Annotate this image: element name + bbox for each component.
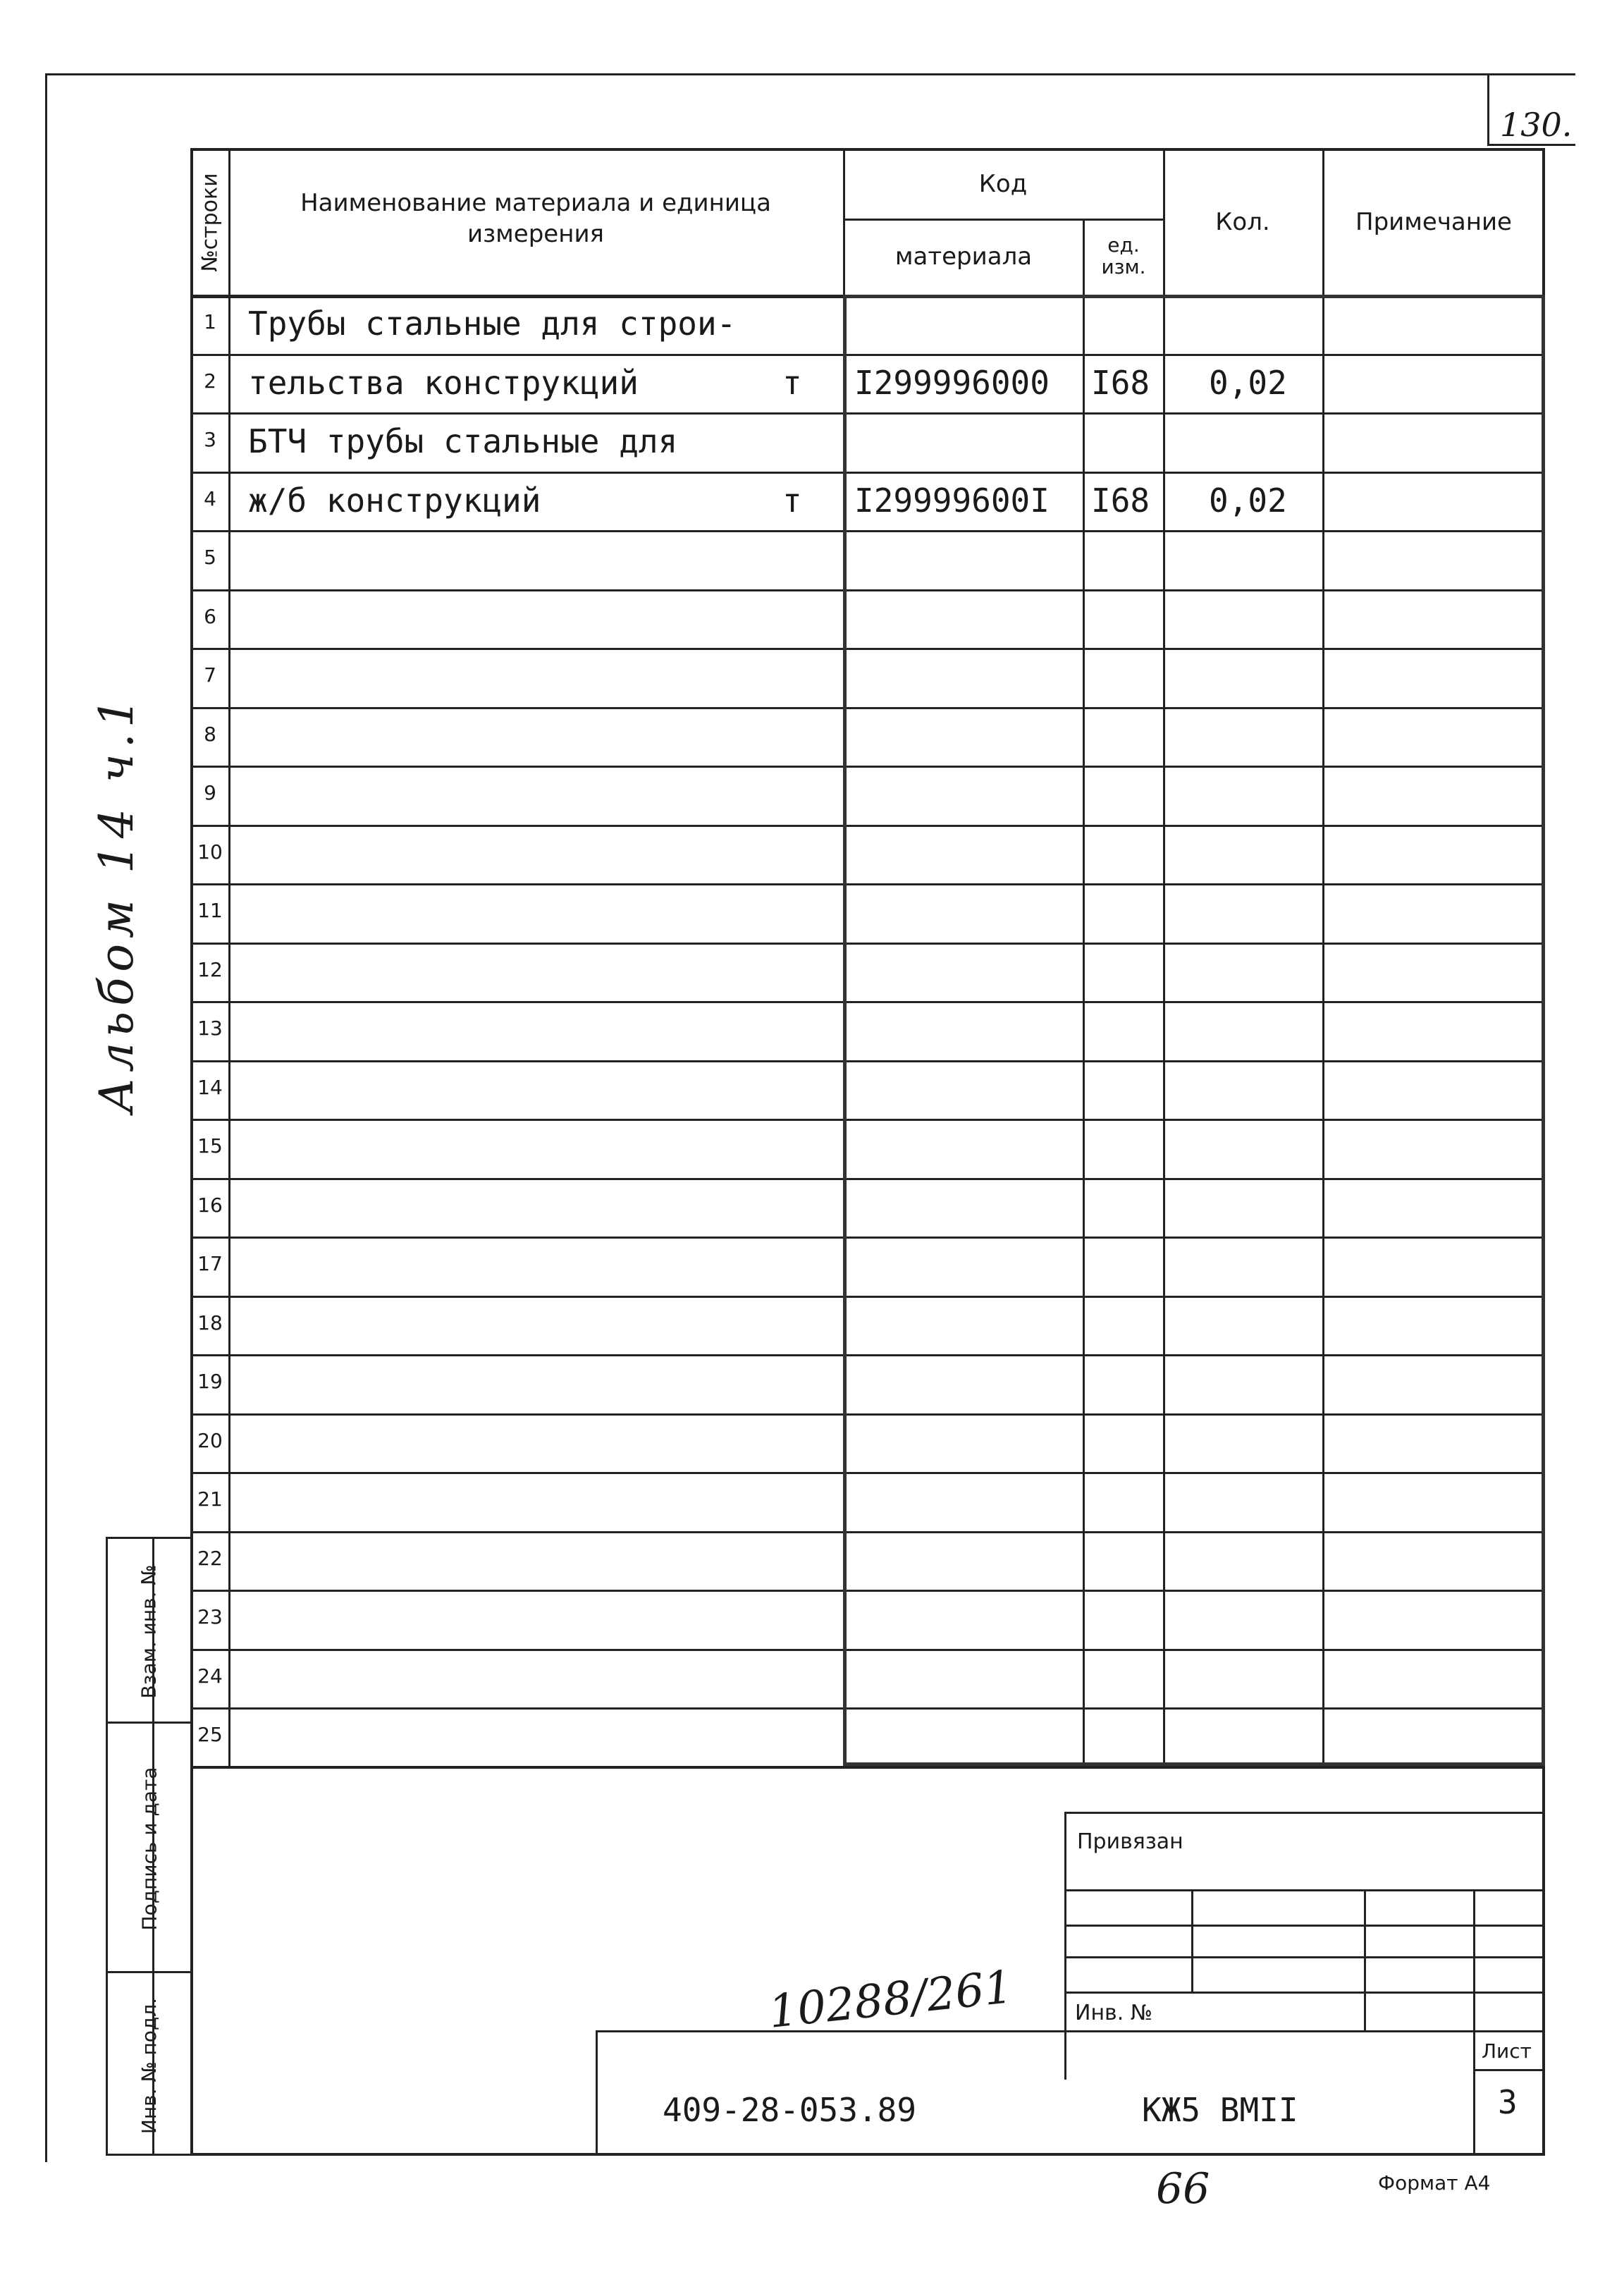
sheet-label: Лист	[1482, 2039, 1532, 2063]
header-note: Примечание	[1355, 207, 1512, 236]
row-number: 14	[197, 1075, 223, 1099]
row-number: 9	[204, 781, 216, 804]
row-code-unit: I68	[1091, 363, 1150, 402]
row-code-material: I299996000	[854, 363, 1050, 402]
row-number: 10	[197, 840, 223, 864]
privyazan-vline-1	[1191, 1889, 1193, 1992]
row-quantity: 0,02	[1209, 363, 1287, 402]
row-number: 21	[197, 1487, 223, 1511]
stamp-sheet-divider	[1473, 2030, 1475, 2156]
data-section-border	[843, 295, 1545, 1766]
row-number: 24	[197, 1664, 223, 1688]
row-name: Трубы стальные для строи-	[248, 305, 737, 343]
privyazan-vline-2	[1364, 1889, 1366, 2030]
privyazan-label: Привязан	[1077, 1829, 1183, 1854]
row-number: 1	[204, 310, 216, 333]
format-label: Формат А4	[1378, 2171, 1491, 2195]
header-code-unit: ед. изм.	[1101, 233, 1146, 278]
row-unit: т	[782, 481, 802, 520]
row-number: 15	[197, 1134, 223, 1158]
row-number: 13	[197, 1017, 223, 1040]
row-number: 17	[197, 1252, 223, 1275]
header-row-no: №строки	[197, 172, 223, 272]
header-quantity: Кол.	[1215, 207, 1270, 236]
handwritten-page: 66	[1156, 2164, 1210, 2214]
row-number: 18	[197, 1311, 223, 1334]
row-number: 2	[204, 369, 216, 393]
row-number: 5	[204, 546, 216, 569]
row-number: 16	[197, 1193, 223, 1217]
row-code-material: I29999600I	[854, 481, 1050, 520]
inv-no-label: Инв. №	[1075, 2001, 1153, 2025]
side-label-inv-podl: Инв. № подл.	[137, 1997, 161, 2134]
row-code-unit: I68	[1091, 481, 1150, 520]
col-sep-rowno	[228, 148, 230, 1766]
row-name: ж/б конструкций	[248, 481, 541, 520]
title-block-top	[190, 1766, 1545, 1768]
doc-code: 409-28-053.89	[663, 2091, 917, 2129]
row-name: тельства конструкций	[248, 363, 639, 402]
row-number: 12	[197, 957, 223, 981]
side-label-podpis: Подпись и дата	[137, 1767, 161, 1930]
row-number: 20	[197, 1428, 223, 1452]
row-number: 4	[204, 486, 216, 510]
row-number: 3	[204, 428, 216, 451]
header-code-material: материала	[894, 242, 1033, 271]
side-label-vzam: Взам. инв. №	[137, 1564, 161, 1699]
header-code-group: Код	[978, 169, 1028, 198]
row-quantity: 0,02	[1209, 481, 1287, 520]
row-number: 6	[204, 604, 216, 628]
row-number: 8	[204, 722, 216, 746]
header-name: Наименование материала и единица измерения	[300, 188, 771, 248]
privyazan-vline-3	[1473, 1889, 1475, 2030]
album-note: Альбом 14 ч.1	[89, 692, 144, 1113]
row-number: 7	[204, 663, 216, 687]
sheet-value: 3	[1498, 2083, 1518, 2121]
row-name: БТЧ трубы стальные для	[248, 422, 678, 460]
row-unit: т	[782, 363, 802, 402]
row-number: 25	[197, 1723, 223, 1746]
doc-mark: КЖ5 ВМII	[1142, 2091, 1298, 2129]
side-strip	[106, 1537, 190, 2156]
handwritten-number: 10288/261	[766, 1961, 1016, 2039]
sheet-number-handwritten: 130.	[1500, 106, 1573, 144]
side-strip-divider	[152, 1537, 154, 2156]
row-number: 11	[197, 899, 223, 922]
row-number: 19	[197, 1370, 223, 1393]
row-number: 23	[197, 1605, 223, 1628]
row-number: 22	[197, 1546, 223, 1570]
stamp-sheet-line	[1473, 2069, 1545, 2071]
